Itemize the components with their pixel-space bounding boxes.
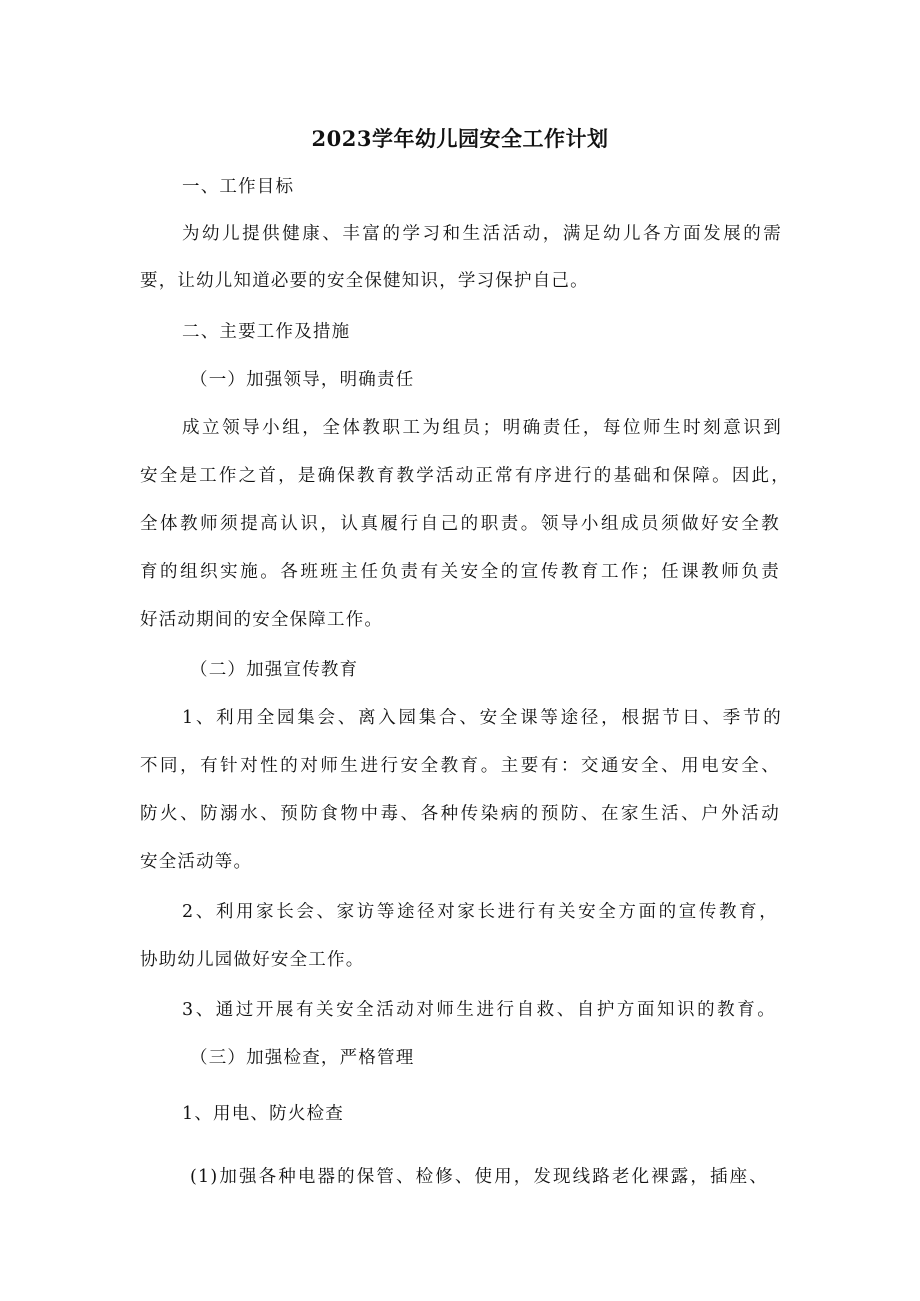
list-item-line: 安全活动等。 bbox=[140, 852, 253, 872]
subsection-heading-3: （三）加强检查，严格管理 bbox=[190, 1048, 415, 1068]
item-heading: 1、用电、防火检查 bbox=[182, 1104, 344, 1124]
paragraph-line: 好活动期间的安全保障工作。 bbox=[140, 610, 384, 630]
section-heading-main: 二、主要工作及措施 bbox=[182, 322, 351, 342]
list-item-line: 协助幼儿园做好安全工作。 bbox=[140, 950, 365, 970]
paragraph-line: 要，让幼儿知道必要的安全保健知识，学习保护自己。 bbox=[140, 271, 589, 291]
paragraph-line: 全体教师须提高认识，认真履行自己的职责。领导小组成员须做好安全教 bbox=[140, 514, 780, 534]
list-item-line: (1)加强各种电器的保管、检修、使用，发现线路老化裸露，插座、 bbox=[190, 1167, 768, 1187]
list-item-line: 防火、防溺水、预防食物中毒、各种传染病的预防、在家生活、户外活动 bbox=[140, 804, 780, 824]
paragraph-line: 成立领导小组，全体教职工为组员；明确责任，每位师生时刻意识到 bbox=[182, 418, 782, 438]
paragraph-line: 育的组织实施。各班班主任负责有关安全的宣传教育工作；任课教师负责 bbox=[140, 562, 780, 582]
subsection-heading-1: （一）加强领导，明确责任 bbox=[190, 370, 415, 390]
subsection-heading-2: （二）加强宣传教育 bbox=[190, 660, 359, 680]
list-item-line: 1、利用全园集会、离入园集合、安全课等途径，根据节日、季节的 bbox=[182, 708, 782, 728]
paragraph-line: 为幼儿提供健康、丰富的学习和生活活动，满足幼儿各方面发展的需 bbox=[182, 224, 782, 244]
section-heading-goal: 一、工作目标 bbox=[182, 177, 295, 197]
list-item-line: 3、通过开展有关安全活动对师生进行自救、自护方面知识的教育。 bbox=[182, 1000, 776, 1020]
list-item-line: 不同，有针对性的对师生进行安全教育。主要有：交通安全、用电安全、 bbox=[140, 756, 780, 776]
list-item-line: 2、利用家长会、家访等途径对家长进行有关安全方面的宣传教育， bbox=[182, 902, 778, 922]
document-title: 2023学年幼儿园安全工作计划 bbox=[311, 126, 609, 151]
paragraph-line: 安全是工作之首，是确保教育教学活动正常有序进行的基础和保障。因此， bbox=[140, 466, 790, 486]
